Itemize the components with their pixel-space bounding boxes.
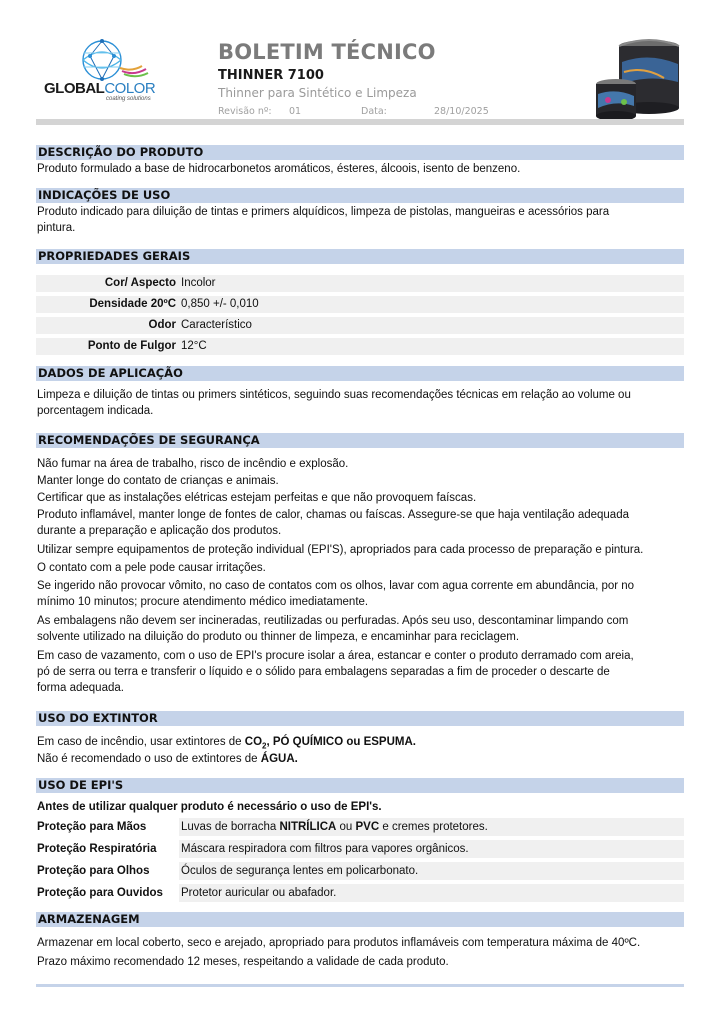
property-row (36, 338, 684, 355)
section-armazenagem: ARMAZENAGEM (36, 912, 684, 927)
epi-row-respiratoria (36, 840, 684, 858)
property-value: 12°C (181, 340, 207, 352)
seguranca-line: Se ingerido não provocar vômito, no caso de contatos com os olhos, lavar com agua corrente em abundância, por no (37, 580, 635, 592)
section-indicacoes: INDICAÇÕES DE USO (36, 188, 684, 203)
seguranca-line: forma adequada. (37, 682, 124, 694)
seguranca-line: O contato com a pele pode causar irritações. (37, 562, 266, 574)
epi-value: Luvas de borracha NITRÍLICA ou PVC e cremes protetores. (179, 818, 684, 836)
epi-value: Máscara respiradora com filtros para vapores orgânicos. (179, 840, 684, 858)
indicacoes-line-1: Produto indicado para diluição de tintas e primers alquídicos, limpeza de pistolas, mangueiras e acessórios para (37, 206, 610, 218)
seguranca-line: Não fumar na área de trabalho, risco de incêndio e explosão. (37, 458, 349, 470)
header-divider (36, 119, 684, 125)
footer-divider (36, 984, 684, 987)
epi-label: Proteção para Olhos (37, 865, 150, 877)
logo-globe-icon (62, 38, 152, 82)
seguranca-line: pó de serra ou terra e transferir o líquido e o sólido para embalagens separadas a fim de proceder o descarte de (37, 666, 610, 678)
armazenagem-line-1: Armazenar em local coberto, seco e arejado, apropriado para produtos inflamáveis com temperatura máxima de 40ºC. (37, 937, 641, 949)
epi-label: Proteção Respiratória (37, 843, 157, 855)
epi-value: Óculos de segurança lentes em policarbonato. (179, 862, 684, 880)
document-title: BOLETIM TÉCNICO (218, 40, 436, 64)
epi-row-olhos (36, 862, 684, 880)
product-name: THINNER 7100 (218, 68, 324, 83)
property-row (36, 275, 684, 292)
extintor-line-1: Em caso de incêndio, usar extintores de $CO_2$, PÓ QUÍMICO ou ESPUMA. (37, 736, 416, 751)
property-label: Odor (148, 319, 176, 331)
logo-tagline: coating solutions (106, 96, 151, 102)
product-subtitle: Thinner para Sintético e Limpeza (218, 86, 417, 100)
seguranca-line: Certificar que as instalações elétricas estejam perfeitas e que não provoquem faíscas. (37, 492, 477, 504)
armazenagem-line-2: Prazo máximo recomendado 12 meses, respeitando a validade de cada produto. (37, 956, 449, 968)
seguranca-line: durante a preparação e aplicação dos produtos. (37, 525, 282, 537)
revision-label: Revisão nº: (218, 106, 272, 117)
seguranca-line: Produto inflamável, manter longe de fontes de calor, chamas ou faíscas. Assegure-se que haja ventilação adequada (37, 509, 629, 521)
property-row (36, 317, 684, 334)
descricao-text: Produto formulado a base de hidrocarbonetos aromáticos, ésteres, álcoois, isento de benzeno. (37, 163, 521, 175)
property-label: Densidade 20ºC (89, 298, 176, 310)
section-epis: USO DE EPI'S (36, 778, 684, 793)
epis-intro: Antes de utilizar qualquer produto é necessário o uso de EPI's. (37, 801, 382, 813)
seguranca-line: Em caso de vazamento, com o uso de EPI's procure isolar a área, estancar e conter o produto derramado com areia, (37, 650, 634, 662)
section-descricao: DESCRIÇÃO DO PRODUTO (36, 145, 684, 160)
section-propriedades: PROPRIEDADES GERAIS (36, 249, 684, 264)
property-value: Característico (181, 319, 252, 331)
seguranca-line: As embalagens não devem ser incineradas, reutilizadas ou perfuradas. Após seu uso, descontaminar limpando com (37, 615, 629, 627)
aplicacao-line-2: porcentagem indicada. (37, 405, 154, 417)
seguranca-line: solvente utilizado na diluição do produto ou thinner de limpeza, e encaminhar para reciclagem. (37, 631, 520, 643)
property-value: Incolor (181, 277, 216, 289)
seguranca-line: mínimo 10 minutos; procure atendimento médico imediatamente. (37, 596, 369, 608)
product-cans-image (594, 38, 686, 122)
date-value: 28/10/2025 (434, 106, 489, 117)
property-row (36, 296, 684, 313)
epi-row-maos (36, 818, 684, 836)
indicacoes-line-2: pintura. (37, 222, 76, 234)
property-value: 0,850 +/- 0,010 (181, 298, 259, 310)
epi-row-ouvidos (36, 884, 684, 902)
seguranca-line: Manter longe do contato de crianças e animais. (37, 475, 279, 487)
epi-value: Protetor auricular ou abafador. (179, 884, 684, 902)
revision-value: 01 (289, 106, 302, 117)
epi-label: Proteção para Ouvidos (37, 887, 163, 899)
aplicacao-line-1: Limpeza e diluição de tintas ou primers sintéticos, seguindo suas recomendações técnicas em relação ao volume ou (37, 389, 631, 401)
extintor-line-2: Não é recomendado o uso de extintores de ÁGUA. (37, 753, 298, 765)
global-color-logo (40, 38, 175, 110)
epi-label: Proteção para Mãos (37, 821, 147, 833)
section-seguranca: RECOMENDAÇÕES DE SEGURANÇA (36, 433, 684, 448)
section-aplicacao: DADOS DE APLICAÇÃO (36, 366, 684, 381)
property-label: Cor/ Aspecto (104, 277, 176, 289)
seguranca-line: Utilizar sempre equipamentos de proteção individual (EPI'S), apropriados para cada processo de preparação e pintura. (37, 544, 644, 556)
date-label: Data: (361, 106, 387, 117)
logo-wordmark: GLOBALCOLOR (44, 80, 156, 97)
property-label: Ponto de Fulgor (87, 340, 176, 352)
section-extintor: USO DO EXTINTOR (36, 711, 684, 726)
